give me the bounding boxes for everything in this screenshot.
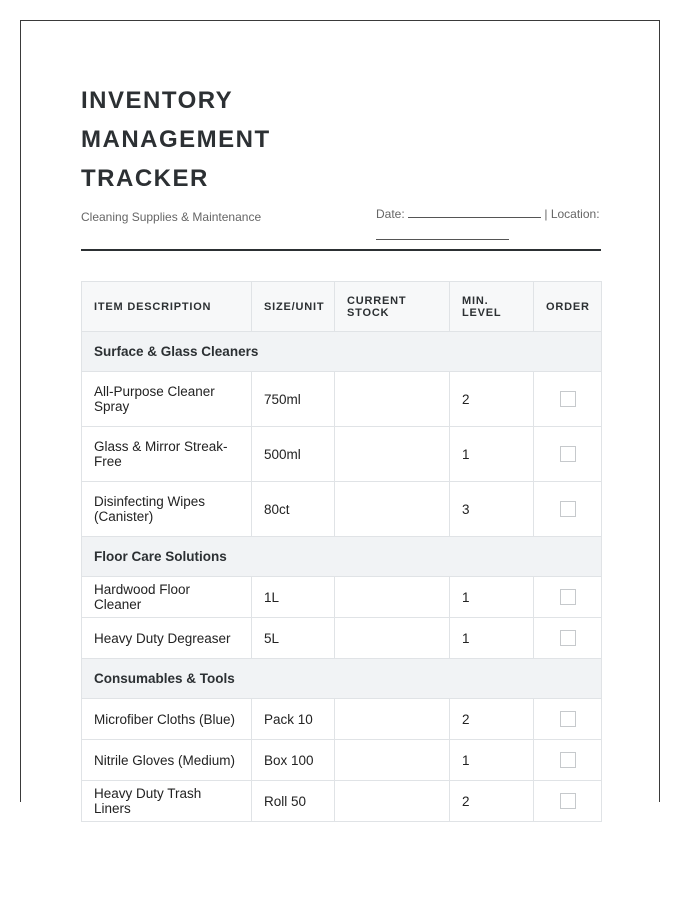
page-title: INVENTORY MANAGEMENT TRACKER: [81, 87, 271, 192]
current-stock-cell[interactable]: [335, 618, 450, 659]
order-checkbox[interactable]: [560, 630, 576, 646]
order-cell: [534, 427, 602, 482]
size-unit-cell: 80ct: [252, 482, 335, 537]
category-label: Floor Care Solutions: [82, 537, 602, 577]
size-unit-cell: 750ml: [252, 372, 335, 427]
min-level-cell: 1: [450, 427, 534, 482]
table-row: [82, 482, 602, 537]
table-header-row: [82, 282, 602, 332]
current-stock-cell[interactable]: [335, 577, 450, 618]
size-unit-cell: Pack 10: [252, 699, 335, 740]
item-description-cell: Microfiber Cloths (Blue): [82, 699, 252, 740]
column-header: SIZE/UNIT: [252, 282, 335, 332]
current-stock-cell[interactable]: [335, 781, 450, 822]
location-label: | Location:: [544, 207, 600, 221]
order-checkbox[interactable]: [560, 752, 576, 768]
item-description-cell: Heavy Duty Trash Liners: [82, 781, 252, 822]
column-header: ITEM DESCRIPTION: [82, 282, 252, 332]
current-stock-cell[interactable]: [335, 699, 450, 740]
header-divider: [81, 249, 601, 251]
item-description-cell: Disinfecting Wipes (Canister): [82, 482, 252, 537]
category-label: Consumables & Tools: [82, 659, 602, 699]
page-subtitle: Cleaning Supplies & Maintenance: [81, 210, 262, 224]
item-description-cell: Nitrile Gloves (Medium): [82, 740, 252, 781]
category-row: [82, 332, 602, 372]
date-field[interactable]: [408, 205, 541, 218]
table-row: [82, 618, 602, 659]
date-label: Date:: [376, 207, 405, 221]
order-cell: [534, 618, 602, 659]
location-field[interactable]: [376, 227, 509, 240]
item-description-cell: Hardwood Floor Cleaner: [82, 577, 252, 618]
order-checkbox[interactable]: [560, 501, 576, 517]
table-row: [82, 372, 602, 427]
min-level-cell: 1: [450, 618, 534, 659]
order-cell: [534, 699, 602, 740]
min-level-cell: 2: [450, 781, 534, 822]
current-stock-cell[interactable]: [335, 372, 450, 427]
order-cell: [534, 482, 602, 537]
order-checkbox[interactable]: [560, 391, 576, 407]
min-level-cell: 1: [450, 577, 534, 618]
item-description-cell: Glass & Mirror Streak-Free: [82, 427, 252, 482]
category-row: [82, 659, 602, 699]
order-checkbox[interactable]: [560, 793, 576, 809]
order-cell: [534, 372, 602, 427]
current-stock-cell[interactable]: [335, 482, 450, 537]
current-stock-cell[interactable]: [335, 427, 450, 482]
order-cell: [534, 577, 602, 618]
table-row: [82, 427, 602, 482]
category-row: [82, 537, 602, 577]
table-row: [82, 781, 602, 822]
category-label: Surface & Glass Cleaners: [82, 332, 602, 372]
min-level-cell: 1: [450, 740, 534, 781]
order-cell: [534, 781, 602, 822]
size-unit-cell: 1L: [252, 577, 335, 618]
size-unit-cell: Roll 50: [252, 781, 335, 822]
column-header: CURRENT STOCK: [335, 282, 450, 332]
inventory-table: [81, 281, 602, 822]
tracker-sheet: [20, 20, 660, 816]
min-level-cell: 2: [450, 372, 534, 427]
table-row: [82, 699, 602, 740]
item-description-cell: Heavy Duty Degreaser: [82, 618, 252, 659]
order-cell: [534, 740, 602, 781]
column-header: MIN. LEVEL: [450, 282, 534, 332]
table-row: [82, 740, 602, 781]
min-level-cell: 3: [450, 482, 534, 537]
table-row: [82, 577, 602, 618]
size-unit-cell: Box 100: [252, 740, 335, 781]
current-stock-cell[interactable]: [335, 740, 450, 781]
size-unit-cell: 5L: [252, 618, 335, 659]
table-body: [82, 332, 602, 822]
date-location-fields: [376, 203, 606, 247]
order-checkbox[interactable]: [560, 446, 576, 462]
item-description-cell: All-Purpose Cleaner Spray: [82, 372, 252, 427]
order-checkbox[interactable]: [560, 589, 576, 605]
min-level-cell: 2: [450, 699, 534, 740]
size-unit-cell: 500ml: [252, 427, 335, 482]
order-checkbox[interactable]: [560, 711, 576, 727]
column-header: ORDER: [534, 282, 602, 332]
